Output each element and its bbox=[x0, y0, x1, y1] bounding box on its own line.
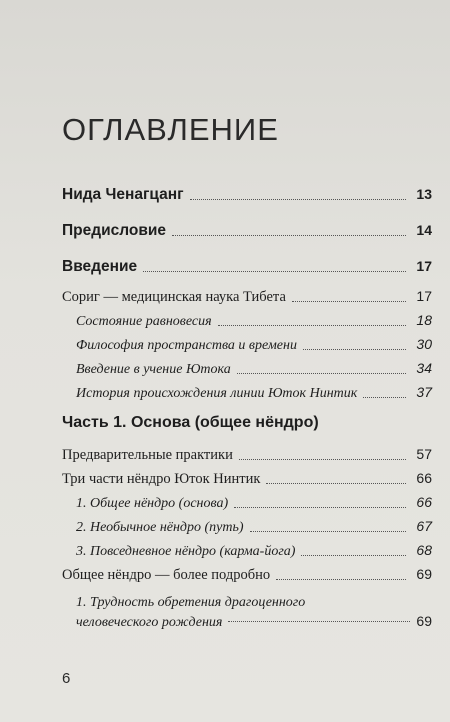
dot-leader bbox=[301, 555, 406, 556]
toc-entry-label: Предисловие bbox=[62, 222, 167, 239]
toc-entry-page: 69 bbox=[416, 566, 432, 582]
dot-leader bbox=[266, 483, 406, 484]
toc-entry-label: Введение bbox=[62, 258, 138, 275]
toc-entry-label: Сориг — медицинская наука Тибета bbox=[62, 289, 286, 305]
toc-entry-label: 3. Повседневное нёндро (карма-йога) bbox=[76, 544, 296, 559]
toc-entry-label: История происхождения линии Юток Нинтик bbox=[76, 386, 358, 401]
toc-entry-page: 67 bbox=[416, 518, 432, 534]
page-number: 6 bbox=[62, 670, 71, 687]
dot-leader bbox=[218, 325, 406, 326]
toc-entry bbox=[62, 470, 432, 488]
toc-entry-label: Общее нёндро — более подробно bbox=[62, 567, 271, 583]
toc-entry-page: 66 bbox=[416, 494, 432, 510]
toc-entry-page: 17 bbox=[416, 258, 432, 274]
toc-entry-page: 37 bbox=[416, 384, 432, 400]
toc-entry bbox=[62, 312, 432, 330]
dot-leader bbox=[250, 531, 406, 532]
toc-entry-page: 18 bbox=[416, 312, 432, 328]
toc-entry bbox=[62, 258, 432, 276]
toc-entry bbox=[62, 384, 432, 402]
toc-entry bbox=[62, 566, 432, 584]
toc-entry-label: Три части нёндро Юток Нинтик bbox=[62, 471, 261, 487]
dot-leader bbox=[292, 301, 406, 302]
toc-entry-page: 34 bbox=[416, 360, 432, 376]
dot-leader bbox=[172, 235, 406, 236]
toc-entry-page: 13 bbox=[416, 186, 432, 202]
toc-entry-label-line1: 1. Трудность обретения драгоценного bbox=[76, 595, 306, 610]
toc-entry-label: Философия пространства и времени bbox=[76, 338, 297, 353]
toc-entry-page: 57 bbox=[416, 446, 432, 462]
dot-leader bbox=[303, 349, 406, 350]
toc-entry-multiline bbox=[76, 594, 432, 632]
toc-entry-second-line bbox=[76, 612, 432, 632]
toc-entry bbox=[62, 288, 432, 306]
dot-leader bbox=[363, 397, 406, 398]
dot-leader bbox=[276, 579, 406, 580]
toc-entry-label: Состояние равновесия bbox=[76, 314, 212, 329]
toc-entry-label: 2. Необычное нёндро (путь) bbox=[76, 520, 244, 535]
part-heading: Часть 1. Основа (общее нёндро) bbox=[62, 414, 319, 431]
toc-entry-label: Предварительные практики bbox=[62, 447, 233, 463]
page-title: ОГЛАВЛЕНИЕ bbox=[62, 112, 279, 147]
dot-leader bbox=[190, 199, 406, 200]
toc-entry bbox=[62, 446, 432, 464]
dot-leader bbox=[234, 507, 406, 508]
toc-entry-label: Нида Ченагцанг bbox=[62, 186, 184, 203]
toc-entry-page: 66 bbox=[416, 470, 432, 486]
toc-entry-label: Введение в учение Ютока bbox=[76, 362, 231, 377]
toc-entry-page: 30 bbox=[416, 336, 432, 352]
dot-leader bbox=[237, 373, 406, 374]
toc-entry bbox=[62, 186, 432, 204]
toc-entry bbox=[62, 518, 432, 536]
toc-entry bbox=[62, 494, 432, 512]
toc-entry-label: 1. Общее нёндро (основа) bbox=[76, 496, 229, 511]
dot-leader bbox=[143, 271, 406, 272]
dot-leader bbox=[228, 621, 410, 622]
toc-entry bbox=[62, 360, 432, 378]
dot-leader bbox=[239, 459, 406, 460]
toc-entry-page: 69 bbox=[416, 613, 432, 629]
toc-entry bbox=[62, 222, 432, 240]
toc-entry bbox=[62, 336, 432, 354]
toc-entry bbox=[62, 542, 432, 560]
toc-entry-page: 14 bbox=[416, 222, 432, 238]
toc-entry-label-line2: человеческого рождения bbox=[76, 615, 223, 630]
toc-entry-page: 68 bbox=[416, 542, 432, 558]
toc-entry-page: 17 bbox=[416, 288, 432, 304]
